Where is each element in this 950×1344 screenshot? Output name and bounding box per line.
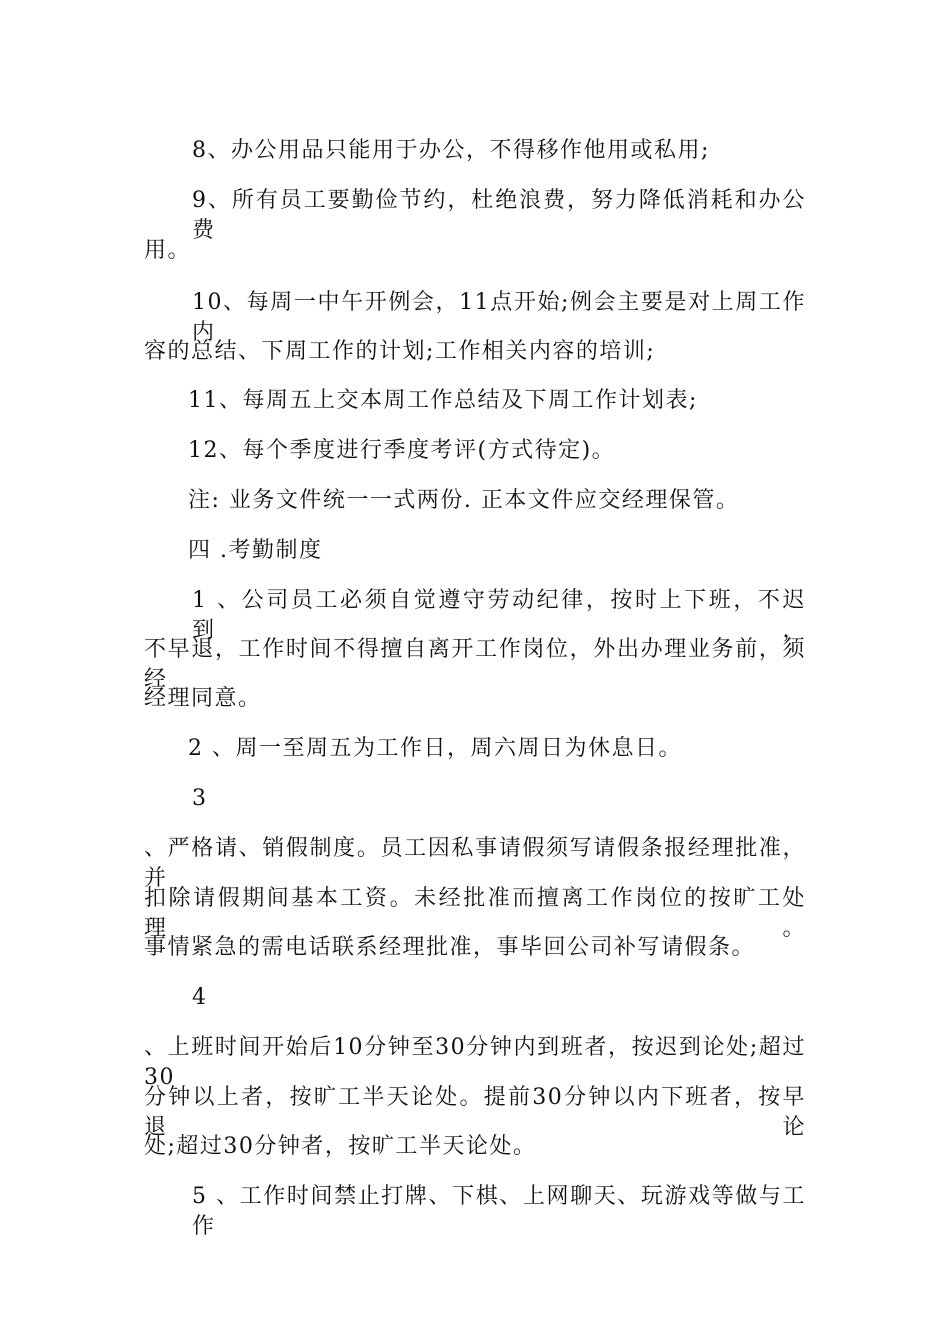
note-line: 注: 业务文件统一一式两份. 正本文件应交经理保管。 [188, 488, 740, 513]
rule-8: 8、办公用品只能用于办公，不得移作他用或私用; [192, 138, 710, 163]
rule-9-line-2: 用。 [144, 238, 192, 263]
rule-11: 11、每周五上交本周工作总结及下周工作计划表; [188, 388, 698, 413]
attendance-3-line-2: 扣除请假期间基本工资。未经批准而擅离工作岗位的按旷工处理。 [144, 886, 806, 941]
rule-10-line-2: 容的总结、下周工作的计划;工作相关内容的培训; [144, 339, 656, 364]
attendance-3-line-1: 、严格请、销假制度。员工因私事请假须写请假条报经理批准，并 [144, 836, 806, 891]
rule-10-line-1: 10、每周一中午开例会，11点开始;例会主要是对上周工作内 [192, 290, 806, 345]
rule-12: 12、每个季度进行季度考评(方式待定)。 [188, 438, 616, 463]
attendance-4-number: 4 [192, 985, 208, 1010]
attendance-3-number: 3 [192, 786, 208, 811]
attendance-4-line-3: 处;超过30分钟者，按旷工半天论处。 [144, 1134, 537, 1159]
attendance-4-line-2: 分钟以上者，按旷工半天论处。提前30分钟以内下班者，按早退论 [144, 1085, 806, 1140]
attendance-1-line-1: 1 、公司员工必须自觉遵守劳动纪律，按时上下班，不迟到， [192, 588, 806, 643]
rule-9-line-1: 9、所有员工要勤俭节约，杜绝浪费，努力降低消耗和办公费 [192, 188, 806, 243]
attendance-2: 2 、周一至周五为工作日，周六周日为休息日。 [188, 736, 682, 761]
attendance-5-line-1: 5 、工作时间禁止打牌、下棋、上网聊天、玩游戏等做与工作 [192, 1184, 806, 1239]
attendance-3-line-3: 事情紧急的需电话联系经理批准，事毕回公司补写请假条。 [144, 935, 756, 960]
attendance-1-line-3: 经理同意。 [144, 686, 262, 711]
attendance-1-line-2: 不早退，工作时间不得擅自离开工作岗位，外出办理业务前，须经 [144, 637, 806, 692]
attendance-4-line-1: 、上班时间开始后10分钟至30分钟内到班者，按迟到论处;超过30 [144, 1035, 806, 1090]
section-heading-attendance: 四 .考勤制度 [188, 538, 323, 563]
